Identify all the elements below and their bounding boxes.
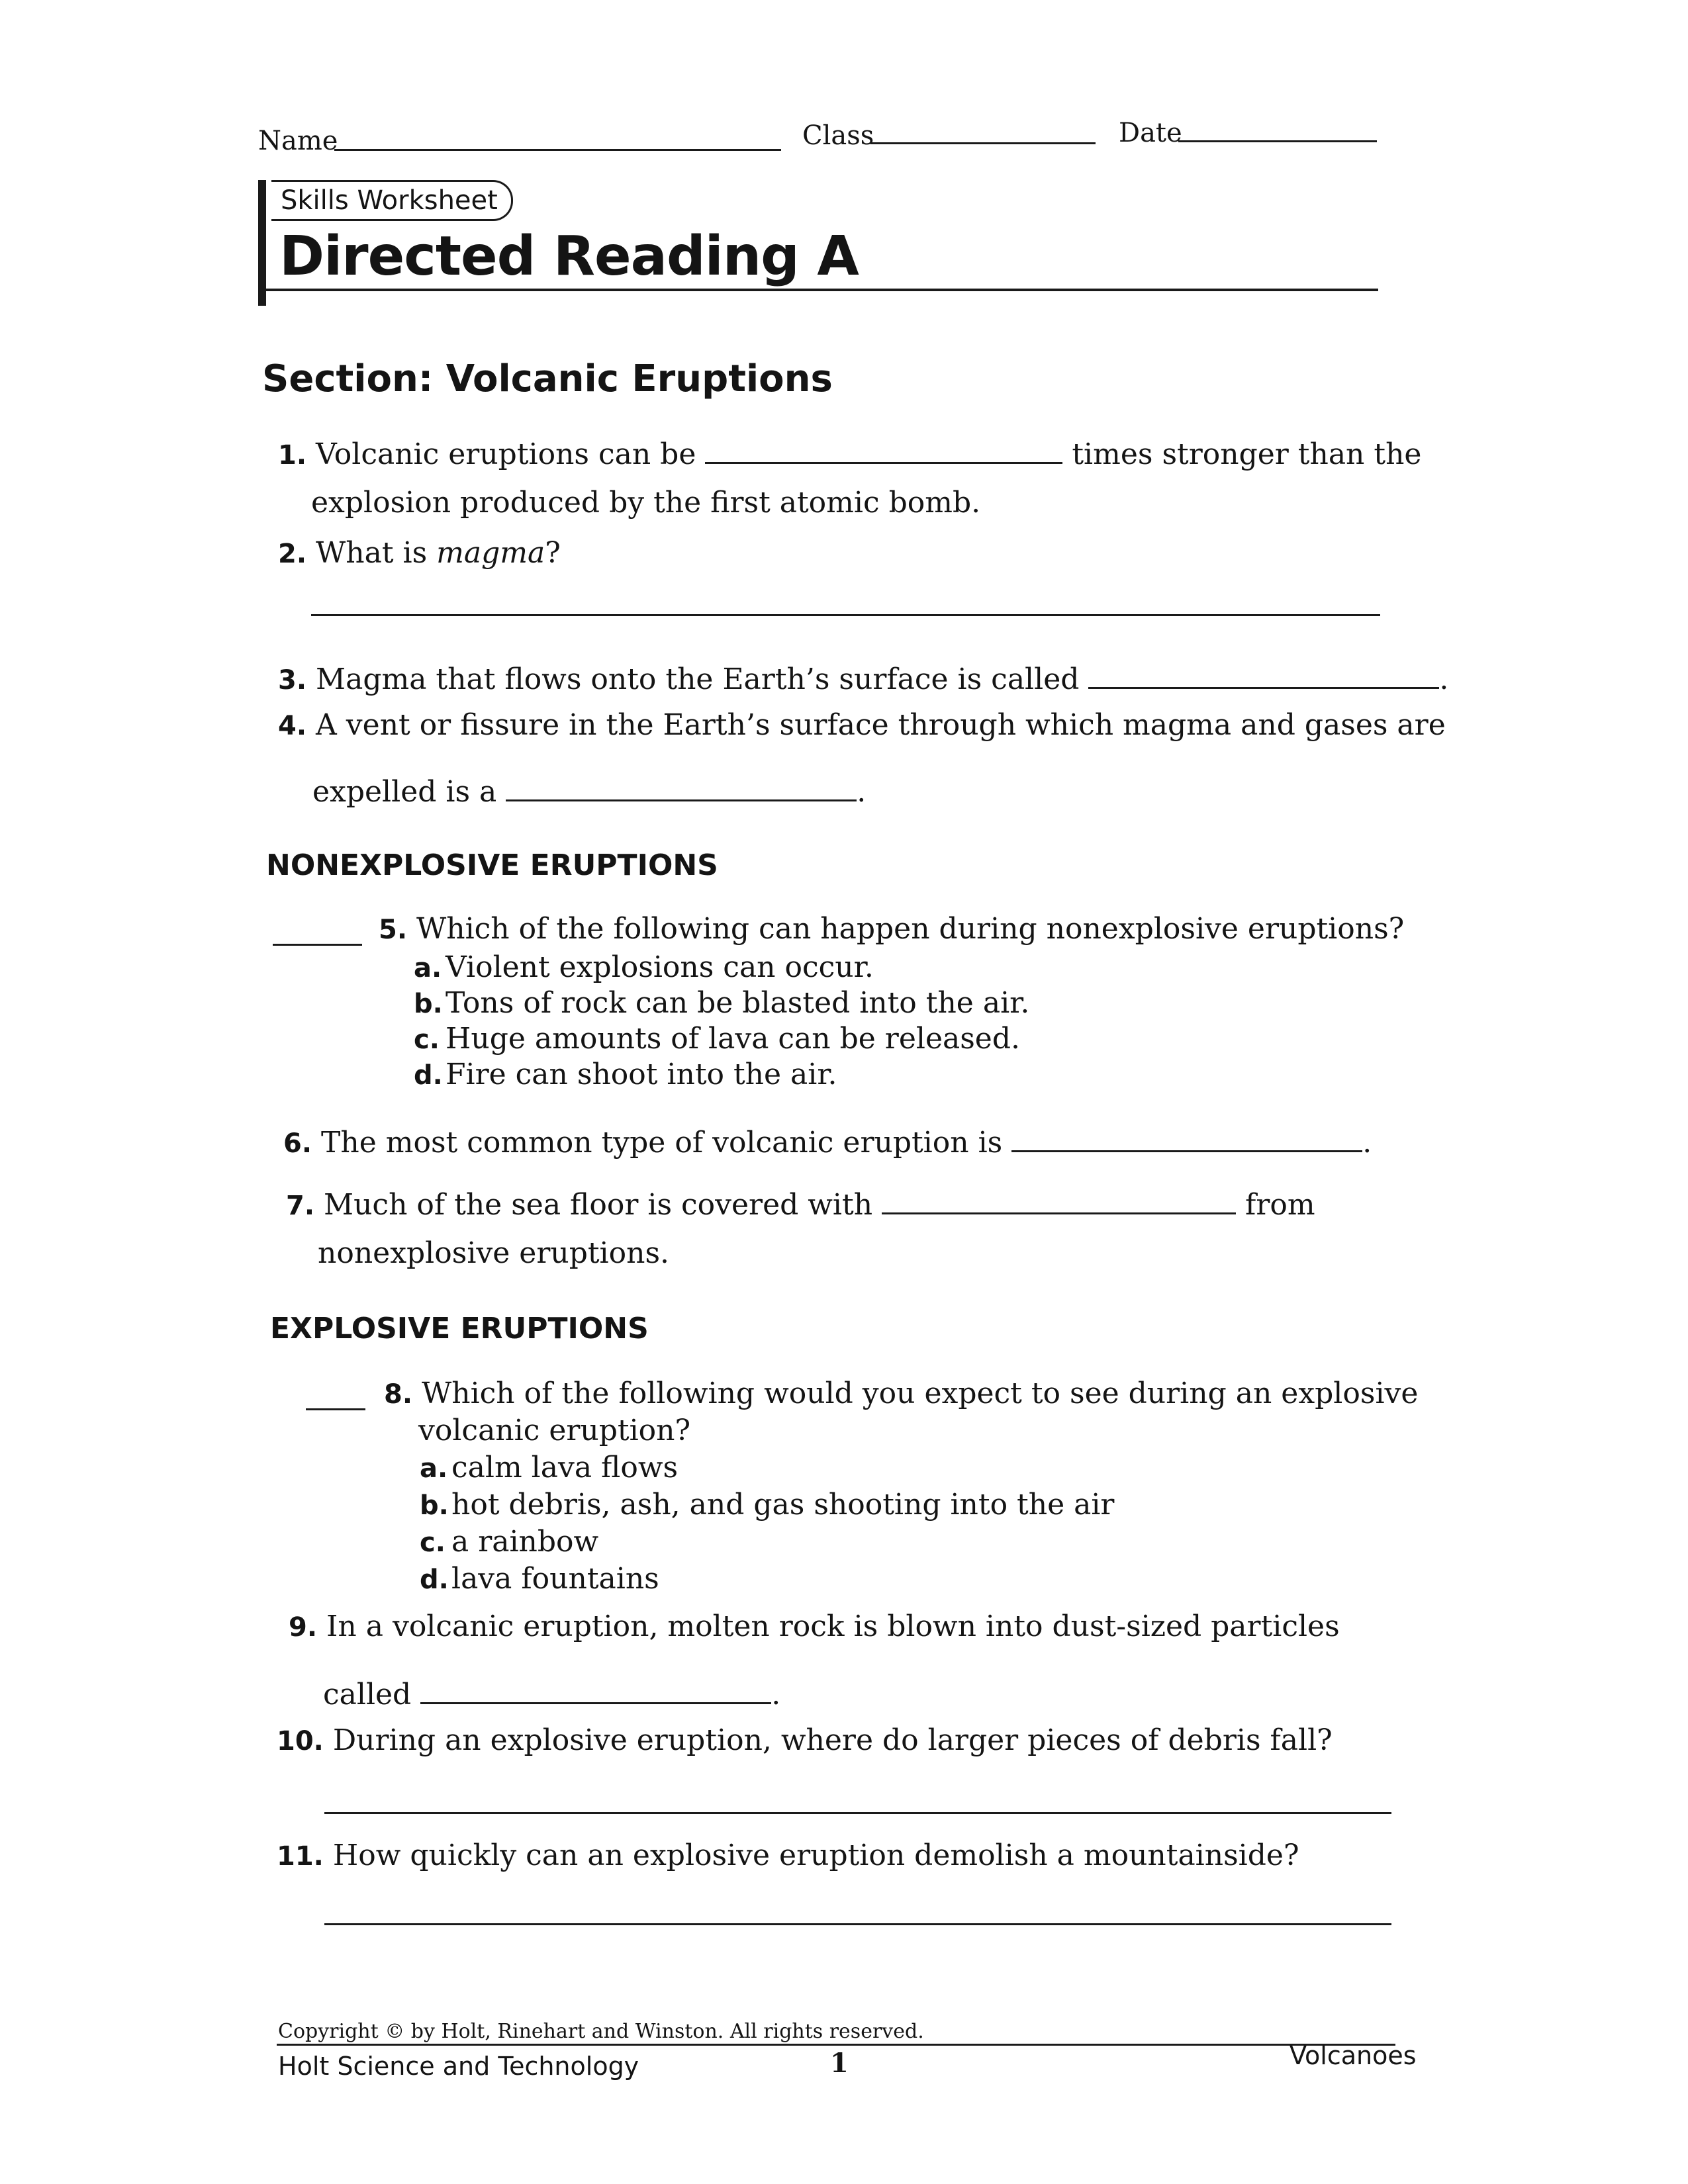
option-8d[interactable]: d.lava fountains (420, 1562, 659, 1596)
question-7-line2: nonexplosive eruptions. (318, 1236, 670, 1270)
date-field[interactable] (1178, 140, 1377, 142)
question-2: 2. What is magma? (278, 536, 561, 570)
question-10: 10. During an explosive eruption, where do larger pieces of debris fall? (277, 1723, 1333, 1757)
option-5a[interactable]: a. Violent explosions can occur. (414, 950, 874, 984)
answer-blank-8[interactable] (306, 1408, 365, 1410)
question-5: 5. Which of the following can happen during nonexplosive eruptions? (379, 912, 1405, 946)
worksheet-tag: Skills Worksheet (271, 180, 513, 221)
footer-rule (277, 2044, 1395, 2046)
answer-blank-5[interactable] (273, 944, 362, 946)
title-rule (266, 289, 1378, 291)
question-6: 6. The most common type of volcanic eruption is . (283, 1124, 1372, 1162)
subhead-nonexplosive: NONEXPLOSIVE ERUPTIONS (266, 848, 718, 882)
class-field[interactable] (870, 142, 1096, 144)
option-5c[interactable]: c. Huge amounts of lava can be released. (414, 1022, 1020, 1056)
question-9-line2: called . (323, 1676, 780, 1713)
page-number: 1 (830, 2048, 849, 2079)
name-field[interactable] (334, 149, 781, 151)
answer-blank-9[interactable] (420, 1676, 771, 1704)
option-8b[interactable]: b.hot debris, ash, and gas shooting into the air (420, 1488, 1115, 1522)
answer-line-11[interactable] (324, 1923, 1391, 1925)
banner-bar (258, 180, 266, 306)
page-title: Directed Reading A (279, 225, 859, 288)
answer-blank-4[interactable] (506, 773, 857, 801)
question-1: 1. Volcanic eruptions can be times stronger than the (278, 435, 1421, 474)
answer-blank-3[interactable] (1088, 660, 1439, 689)
answer-blank-6[interactable] (1011, 1124, 1362, 1152)
question-7: 7. Much of the sea floor is covered with from (286, 1186, 1315, 1224)
question-9: 9. In a volcanic eruption, molten rock is blown into dust-sized particles (289, 1610, 1340, 1643)
option-8a[interactable]: a. calm lava flows (420, 1451, 679, 1484)
question-8-line2: volcanic eruption? (418, 1414, 691, 1447)
option-8c[interactable]: c. a rainbow (420, 1525, 599, 1559)
option-5d[interactable]: d.Fire can shoot into the air. (414, 1058, 837, 1091)
question-11: 11. How quickly can an explosive eruption demolish a mountainside? (277, 1839, 1299, 1872)
question-4-line2: expelled is a . (312, 773, 866, 811)
answer-line-10[interactable] (324, 1812, 1391, 1814)
name-label: Name (258, 126, 338, 156)
question-4: 4. A vent or fissure in the Earth’s surface through which magma and gases are (278, 708, 1446, 742)
question-1-line2: explosion produced by the first atomic bomb. (311, 486, 981, 520)
class-label: Class (802, 120, 874, 151)
answer-blank-1[interactable] (705, 435, 1062, 464)
section-title: Section: Volcanic Eruptions (262, 357, 833, 400)
copyright: Copyright © by Holt, Rinehart and Winston. All rights reserved. (278, 2020, 924, 2043)
subject: Volcanoes (1289, 2041, 1417, 2070)
subhead-explosive: EXPLOSIVE ERUPTIONS (270, 1312, 649, 1345)
question-3: 3. Magma that flows onto the Earth’s surface is called . (278, 660, 1448, 699)
question-number: 1. (278, 440, 307, 471)
answer-blank-7[interactable] (882, 1186, 1236, 1214)
option-5b[interactable]: b.Tons of rock can be blasted into the air. (414, 986, 1030, 1020)
publisher: Holt Science and Technology (278, 2052, 639, 2081)
answer-line-2[interactable] (311, 614, 1380, 616)
question-8: 8. Which of the following would you expect to see during an explosive (384, 1377, 1419, 1410)
date-label: Date (1119, 118, 1182, 148)
